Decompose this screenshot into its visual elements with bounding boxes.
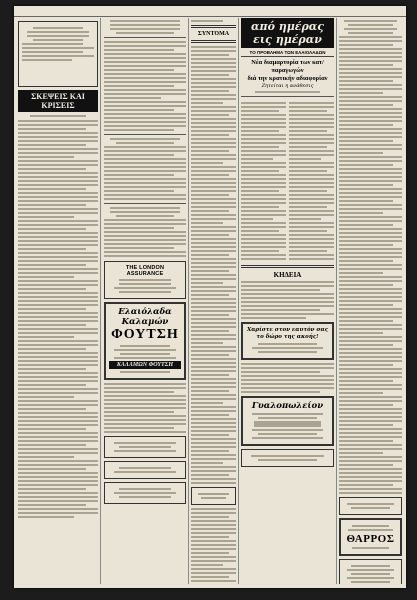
article-header-box: [104, 138, 186, 144]
column-2: [104, 18, 186, 584]
ad-olive-oil: [104, 302, 186, 380]
ad-notice: [104, 436, 186, 458]
article-header-box: [104, 207, 186, 217]
article-body: [104, 41, 186, 131]
article-body: [191, 508, 236, 584]
column-5: [339, 18, 402, 584]
article-header-box: [339, 20, 402, 34]
article-body: [104, 219, 186, 257]
ad-assurance-title: THE LONDON ASSURANCE: [125, 265, 165, 277]
ad-hearing-aid: [241, 322, 334, 360]
ad-oil-subtitle: ΚΑΛΑΜΩΝ ΦΟΥΤΣΗ: [109, 361, 181, 369]
column-1: [18, 18, 98, 584]
article-headline-3: Ζητείται η ανάθεσις: [261, 83, 314, 89]
column-3: [191, 18, 236, 584]
ad-london-assurance: [104, 261, 186, 299]
ad-notice: [241, 449, 334, 467]
article-body: [104, 146, 186, 200]
section-title-briefs: ΣΥΝΤΟΜΑ: [197, 31, 230, 37]
two-column-body: [241, 100, 334, 262]
article-body: [104, 383, 186, 433]
ad-optician-title: Γυαλοπωλείον: [251, 401, 324, 411]
masthead-box: [18, 21, 98, 87]
column-rule: [100, 18, 101, 584]
ad-notice: [339, 559, 402, 584]
ad-notice: [104, 482, 186, 504]
column-rule: [336, 18, 337, 584]
section-banner-day-by-day: από ημέρας εις ημέραν: [241, 18, 334, 48]
ad-oil-brand: ΦΟΥΤΣΗ: [111, 327, 179, 342]
article-body: [18, 115, 98, 518]
obituary-title: ΚΗΔΕΙΑ: [273, 271, 302, 279]
running-head: [14, 6, 406, 17]
ad-notice: [339, 497, 402, 515]
column-rule: [238, 18, 239, 584]
article-body: [339, 36, 402, 494]
newspaper-page: [14, 6, 406, 588]
ad-notice: [104, 461, 186, 479]
section-sub-banner: ΤΟ ΠΡΟΒΛΗΜΑ ΤΩΝ ΕΛΑΙΟΛΑΔΩΝ: [241, 50, 334, 57]
article-body: [241, 281, 334, 319]
ad-tharros-brand: ΘΑΡΡΟΣ: [346, 533, 395, 545]
column-rule: [188, 18, 189, 584]
article-headline-1: Νέα διαμαρτυρία των κατ/παραγωγών: [251, 59, 324, 74]
ad-oil-title: Ελαιόλαδα Καλαμών: [118, 307, 172, 327]
article-body: [191, 46, 236, 484]
ad-hearing-title: Χαρίστε στον εαυτόν σας το δώρο της ακοής!: [246, 327, 329, 340]
ad-tharros: [339, 518, 402, 556]
ad-optician: [241, 396, 334, 446]
section-title-reflections: ΣΚΕΨΕΙΣ ΚΑΙ ΚΡΙΣΕΙΣ: [18, 90, 98, 112]
article-body: [241, 100, 286, 262]
article-body: [289, 100, 334, 262]
column-4: [241, 18, 334, 584]
article-body: [241, 363, 334, 393]
article-header-box: [104, 20, 186, 34]
article-headline-2: διά την κρατικήν αδιαφορίαν: [247, 75, 328, 82]
ad-notice: [191, 487, 236, 505]
